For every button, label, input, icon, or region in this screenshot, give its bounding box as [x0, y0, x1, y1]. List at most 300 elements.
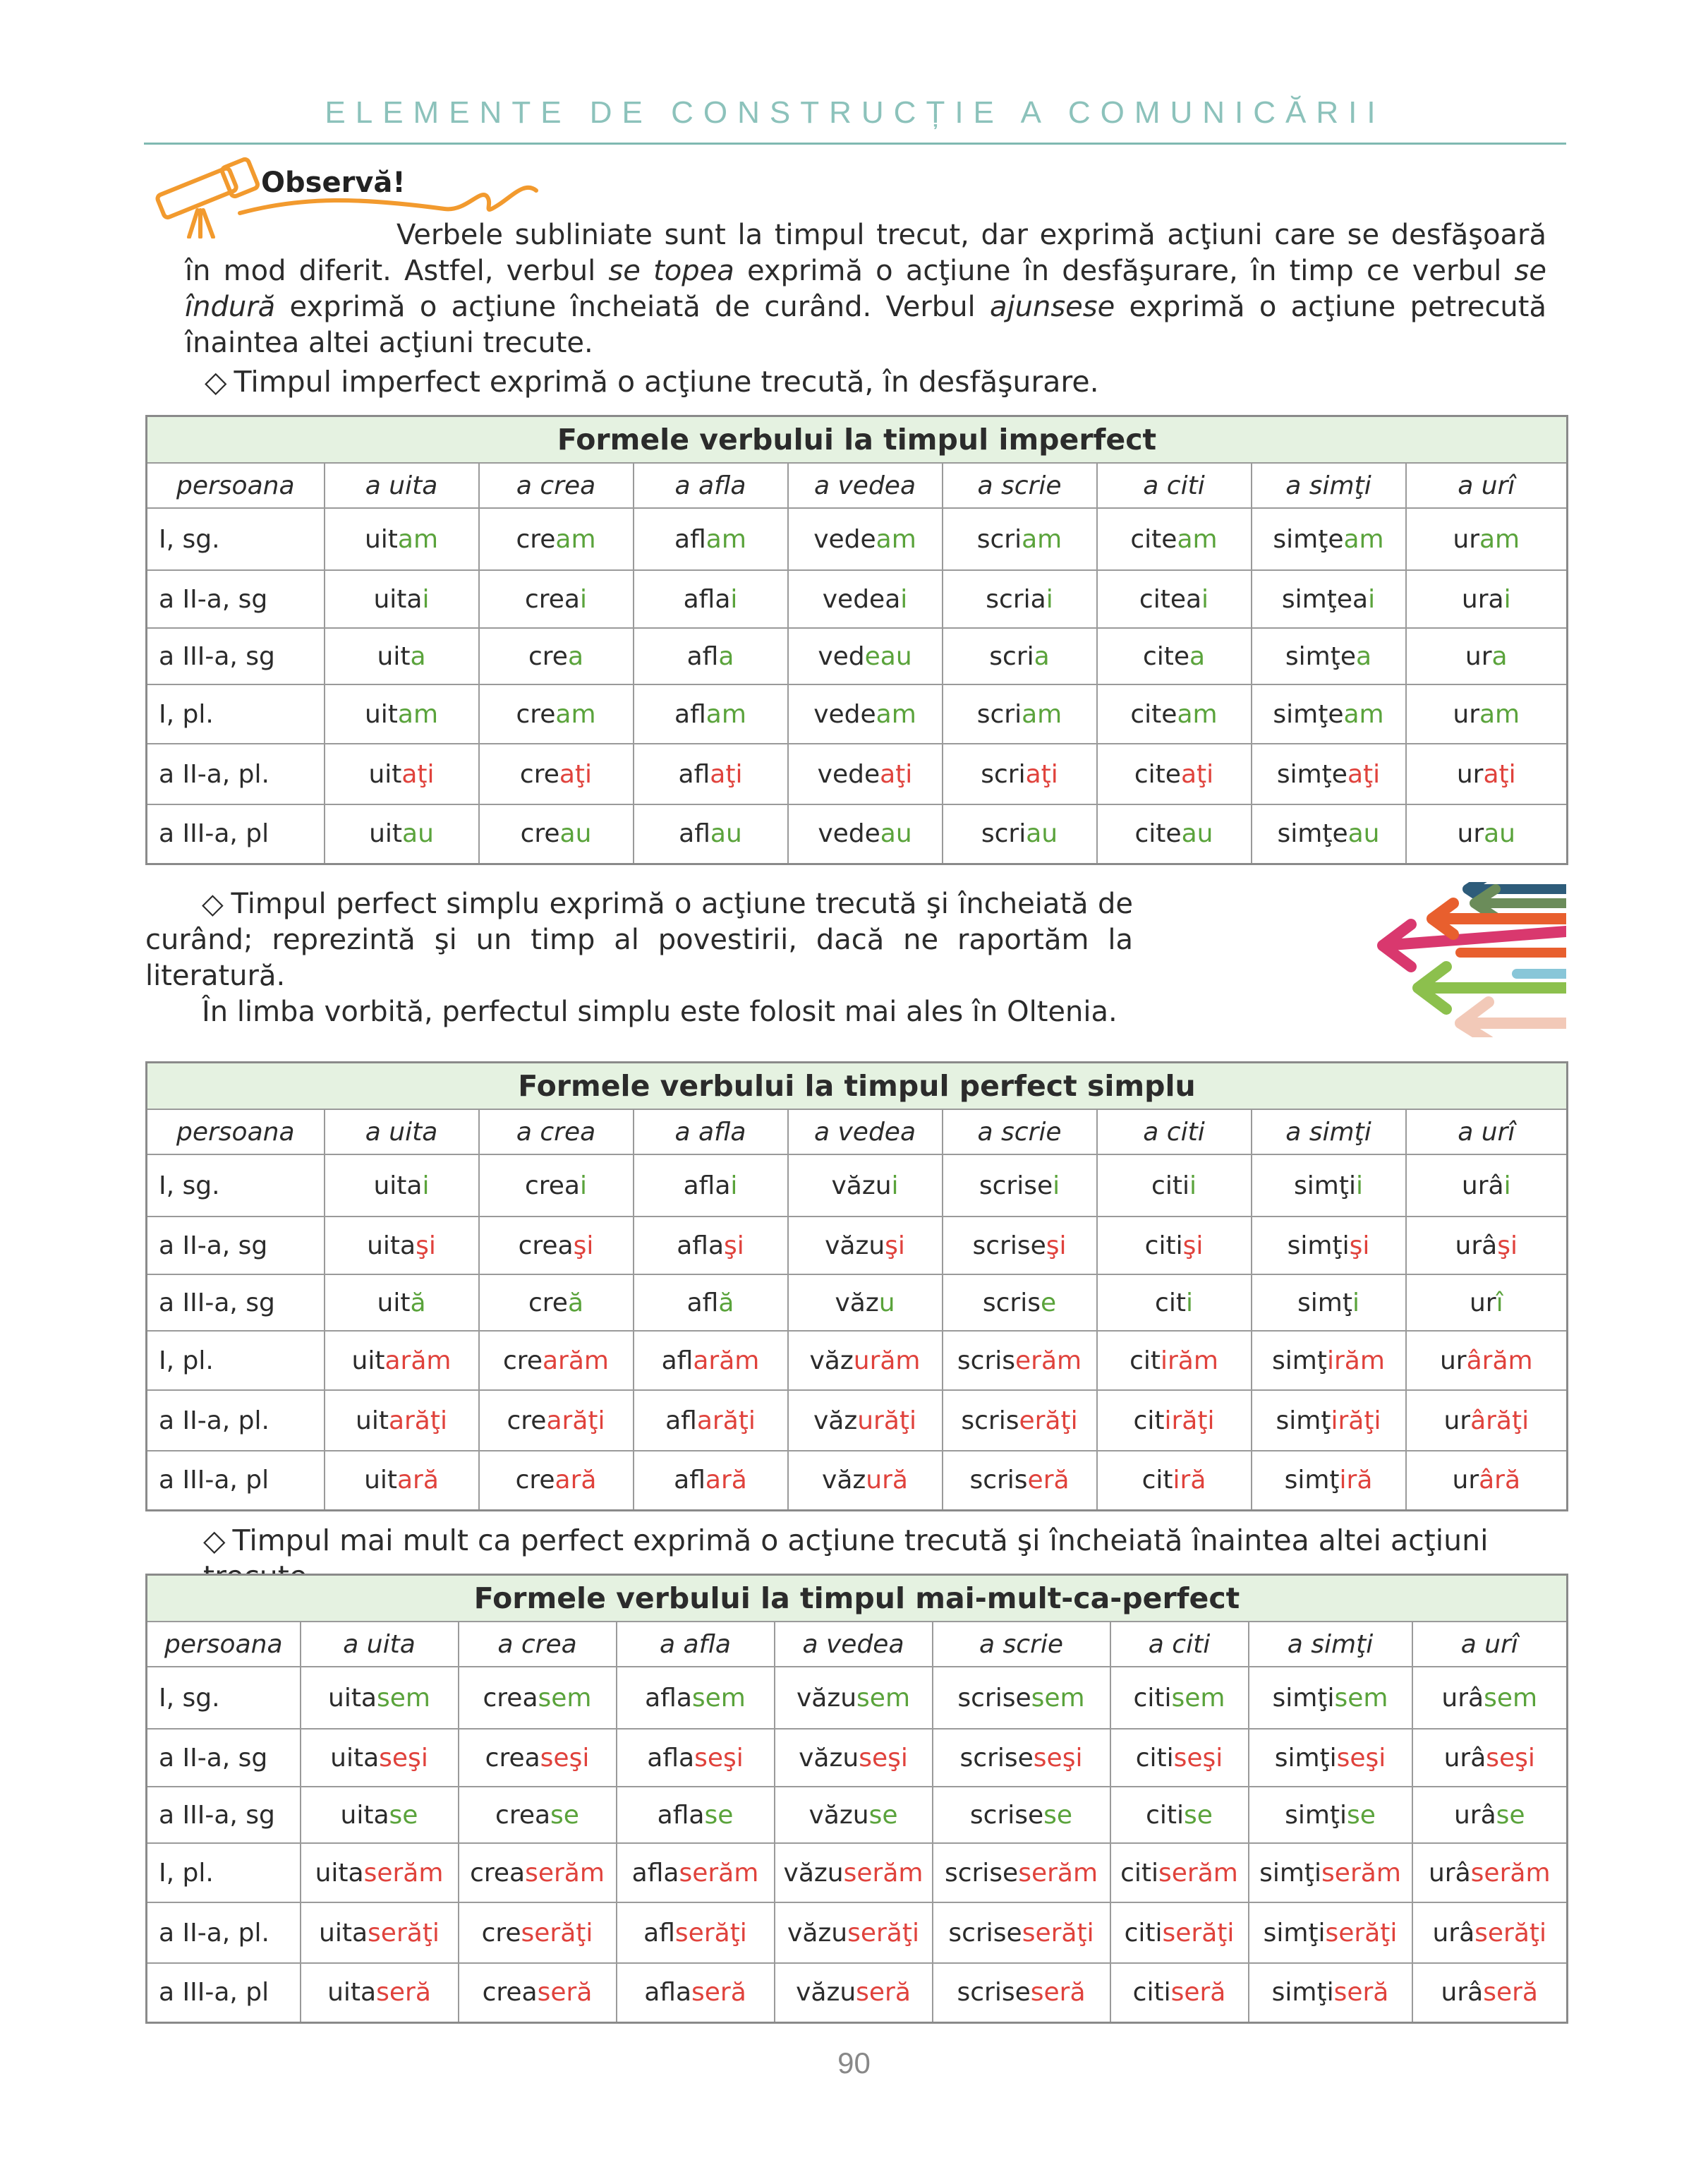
- verb-ending: seşi: [540, 1743, 590, 1773]
- verb-form-cell: [1412, 1787, 1568, 1843]
- verb-stem: afla: [683, 584, 731, 614]
- verb-form-cell: [1249, 1843, 1412, 1902]
- verb-ending: au: [710, 819, 742, 849]
- verb-form-cell: [788, 1217, 943, 1274]
- column-header-verb: a vedea: [788, 1109, 943, 1154]
- page-header: [144, 90, 1566, 145]
- verb-stem: simţe: [1273, 524, 1344, 554]
- verb-form-cell: [788, 1451, 943, 1510]
- verb-stem: crea: [470, 1858, 526, 1888]
- verb-stem: uit: [369, 819, 403, 849]
- verb-ending: aţi: [1483, 759, 1516, 789]
- verb-stem: simţ: [1276, 1406, 1331, 1435]
- verb-stem: afla: [631, 1858, 679, 1888]
- verb-form-cell: [325, 684, 479, 744]
- verb-ending: ară: [555, 1466, 597, 1495]
- verb-stem: cit: [1141, 1466, 1173, 1495]
- verb-ending: şi: [416, 1231, 436, 1260]
- verb-form-cell: [617, 1787, 775, 1843]
- verb-form-cell: [943, 804, 1097, 864]
- verb-ending: am: [1479, 524, 1520, 554]
- verb-form-cell: [325, 744, 479, 804]
- verb-ending: şi: [885, 1231, 905, 1260]
- verb-form-cell: [943, 1331, 1097, 1390]
- verb-ending: seşi: [379, 1743, 428, 1773]
- verb-ending: i: [1503, 584, 1511, 614]
- table-row: [147, 1963, 1568, 2022]
- observe-title: Observă!: [261, 167, 406, 199]
- verb-stem: citi: [1146, 1800, 1184, 1830]
- verb-ending: sem: [377, 1683, 430, 1713]
- verb-form-cell: [479, 570, 634, 628]
- verb-ending: aţi: [401, 759, 435, 789]
- verb-form-cell: [634, 1390, 788, 1451]
- verb-stem: uit: [364, 699, 398, 729]
- mmcp-bullet-text: Timpul mai mult ca perfect exprimă o acţiune trecută şi încheiată înaintea altei acţiuni: [232, 1523, 1489, 1557]
- diamond-bullet-icon: ◇: [202, 888, 224, 920]
- intro-text-2: exprimă o acţiune în desfăşurare, în timp ce verbul: [734, 255, 1515, 287]
- verb-form-cell: [634, 744, 788, 804]
- verb-ending: u: [878, 1288, 895, 1317]
- verb-form-cell: [943, 684, 1097, 744]
- verb-stem: afl: [661, 1346, 694, 1375]
- verb-form-cell: [325, 570, 479, 628]
- diamond-bullet-icon: ◇: [205, 365, 227, 399]
- verb-stem: afl: [679, 819, 710, 849]
- verb-ending: am: [397, 524, 439, 554]
- verb-ending: sem: [1031, 1683, 1085, 1713]
- verb-ending: am: [876, 524, 916, 554]
- verb-stem: crea: [524, 1171, 580, 1200]
- intro-text-3: exprimă o acţiune încheiată de curând. Verbul: [275, 291, 990, 323]
- table-row: [147, 1154, 1568, 1217]
- verb-ending: aţi: [559, 759, 593, 789]
- verb-ending: i: [730, 1171, 738, 1200]
- table-row: [147, 1729, 1568, 1787]
- verb-form-cell: [479, 684, 634, 744]
- verb-stem: ur: [1453, 524, 1479, 554]
- verb-stem: uita: [319, 1918, 368, 1948]
- verb-stem: vede: [813, 699, 876, 729]
- verb-ending: serăm: [679, 1858, 759, 1888]
- verb-ending: se: [1347, 1800, 1376, 1830]
- verb-form-cell: [788, 1274, 943, 1331]
- table-row: [147, 804, 1568, 864]
- column-header-verb: a crea: [479, 463, 634, 508]
- verb-ending: serăţi: [368, 1918, 440, 1948]
- verb-example-3: ajunsese: [989, 291, 1115, 323]
- verb-stem: citea: [1139, 584, 1202, 614]
- verb-stem: uita: [330, 1743, 380, 1773]
- verb-ending: i: [1201, 584, 1209, 614]
- column-header-verb: a uita: [325, 463, 479, 508]
- verb-stem: ur: [1465, 641, 1492, 671]
- verb-form-cell: [634, 570, 788, 628]
- verb-form-cell: [325, 804, 479, 864]
- verb-form-cell: [1252, 1154, 1406, 1217]
- verb-ending: serăţi: [521, 1918, 593, 1948]
- verb-form-cell: [1252, 804, 1406, 864]
- verb-example-2: se îndură: [185, 255, 1546, 323]
- verb-form-cell: [1412, 1902, 1568, 1963]
- verb-form-cell: [479, 804, 634, 864]
- verb-ending: sem: [1334, 1683, 1388, 1713]
- person-cell: a III-a, sg: [147, 628, 325, 684]
- verb-ending: irăm: [1327, 1346, 1385, 1375]
- table-row: [147, 744, 1568, 804]
- verb-form-cell: [459, 1667, 617, 1729]
- verb-ending: ă: [410, 1288, 426, 1317]
- verb-ending: serăţi: [1325, 1918, 1398, 1948]
- verb-ending: eră: [1027, 1466, 1070, 1495]
- person-cell: a III-a, sg: [147, 1274, 325, 1331]
- verb-form-cell: [788, 1390, 943, 1451]
- verb-form-cell: [788, 804, 943, 864]
- perfect-note: În limba vorbită, perfectul simplu este folosit mai ales în Oltenia.: [202, 996, 1118, 1028]
- verb-stem: simţi: [1285, 1800, 1347, 1830]
- verb-stem: uita: [328, 1683, 377, 1713]
- verb-form-cell: [479, 1217, 634, 1274]
- verb-stem: scris: [982, 1288, 1041, 1317]
- verb-stem: ur: [1457, 819, 1484, 849]
- verb-ending: arăm: [384, 1346, 452, 1375]
- table-row: [147, 1331, 1568, 1390]
- verb-stem: ur: [1469, 1288, 1496, 1317]
- verb-ending: i: [730, 584, 738, 614]
- verb-stem: citi: [1120, 1858, 1159, 1888]
- verb-ending: se: [1043, 1800, 1073, 1830]
- person-cell: a II-a, pl.: [147, 744, 325, 804]
- verb-stem: afla: [677, 1231, 725, 1260]
- verb-form-cell: [1110, 1787, 1249, 1843]
- verb-stem: simţi: [1259, 1858, 1322, 1888]
- verb-stem: văz: [813, 1406, 858, 1435]
- verb-form-cell: [459, 1729, 617, 1787]
- verb-stem: uit: [364, 1466, 397, 1495]
- verb-stem: simţe: [1273, 699, 1344, 729]
- column-header-verb: a simţi: [1252, 1109, 1406, 1154]
- column-header-verb: a scrie: [933, 1622, 1110, 1667]
- verb-stem: scri: [976, 524, 1022, 554]
- verb-form-cell: [788, 508, 943, 570]
- verb-form-cell: [788, 570, 943, 628]
- verb-ending: am: [876, 699, 916, 729]
- verb-ending: se: [868, 1800, 898, 1830]
- verb-stem: afl: [686, 1288, 719, 1317]
- verb-form-cell: [1097, 1451, 1252, 1510]
- verb-ending: iră: [1173, 1466, 1206, 1495]
- person-cell: I, sg.: [147, 1667, 301, 1729]
- verb-ending: au: [402, 819, 434, 849]
- verb-ending: am: [1177, 699, 1218, 729]
- verb-stem: cite: [1130, 699, 1177, 729]
- verb-stem: uita: [373, 1171, 423, 1200]
- verb-form-cell: [943, 1154, 1097, 1217]
- verb-form-cell: [1249, 1729, 1412, 1787]
- verb-form-cell: [301, 1902, 459, 1963]
- verb-stem: văz: [835, 1288, 879, 1317]
- verb-ending: seră: [1483, 1978, 1538, 2008]
- verb-stem: afl: [678, 759, 710, 789]
- verb-ending: sem: [1484, 1683, 1538, 1713]
- verb-ending: şi: [724, 1231, 744, 1260]
- verb-stem: cre: [481, 1918, 521, 1948]
- verb-form-cell: [325, 1217, 479, 1274]
- verb-stem: văz: [822, 1466, 866, 1495]
- verb-form-cell: [1097, 628, 1252, 684]
- verb-stem: afla: [647, 1743, 695, 1773]
- verb-ending: am: [1343, 524, 1384, 554]
- person-cell: I, sg.: [147, 1154, 325, 1217]
- verb-ending: serăm: [1470, 1858, 1551, 1888]
- verb-ending: ură: [866, 1466, 908, 1495]
- verb-stem: cite: [1134, 819, 1182, 849]
- verb-ending: am: [1177, 524, 1218, 554]
- intro-paragraph: [185, 217, 1546, 400]
- verb-ending: şi: [1497, 1231, 1518, 1260]
- verb-stem: simţi: [1294, 1171, 1356, 1200]
- diamond-bullet-icon: ◇: [203, 1523, 226, 1557]
- verb-form-cell: [325, 508, 479, 570]
- verb-ending: a: [1491, 641, 1508, 671]
- table-header-row: [147, 463, 1568, 508]
- verb-form-cell: [1110, 1963, 1249, 2022]
- table-row: [147, 570, 1568, 628]
- verb-ending: seră: [537, 1978, 593, 2008]
- column-header-verb: a scrie: [943, 1109, 1097, 1154]
- verb-form-cell: [479, 1274, 634, 1331]
- verb-form-cell: [301, 1843, 459, 1902]
- verb-ending: ă: [567, 1288, 583, 1317]
- person-cell: I, pl.: [147, 1843, 301, 1902]
- person-cell: I, sg.: [147, 508, 325, 570]
- verb-ending: ară: [705, 1466, 747, 1495]
- person-cell: I, pl.: [147, 684, 325, 744]
- verb-stem: simţe: [1277, 819, 1348, 849]
- verb-form-cell: [479, 628, 634, 684]
- verb-form-cell: [933, 1787, 1110, 1843]
- verb-form-cell: [459, 1963, 617, 2022]
- verb-stem: scris: [969, 1466, 1028, 1495]
- verb-stem: cre: [503, 1346, 543, 1375]
- column-header-verb: a citi: [1097, 1109, 1252, 1154]
- verb-ending: erăţi: [1019, 1406, 1078, 1435]
- verb-stem: urâ: [1441, 1683, 1484, 1713]
- verb-ending: urăm: [853, 1346, 921, 1375]
- verb-form-cell: [1406, 508, 1568, 570]
- verb-ending: i: [1185, 1288, 1193, 1317]
- verb-form-cell: [1412, 1729, 1568, 1787]
- column-header-verb: a afla: [634, 1109, 788, 1154]
- verb-stem: vede: [813, 524, 876, 554]
- verb-form-cell: [933, 1843, 1110, 1902]
- verb-stem: uit: [364, 524, 398, 554]
- verb-form-cell: [1110, 1843, 1249, 1902]
- verb-form-cell: [634, 1154, 788, 1217]
- column-header-verb: a simţi: [1252, 463, 1406, 508]
- verb-ending: i: [422, 584, 430, 614]
- verb-form-cell: [634, 684, 788, 744]
- verb-stem: scrise: [979, 1171, 1053, 1200]
- verb-ending: au: [1484, 819, 1516, 849]
- verb-form-cell: [775, 1843, 933, 1902]
- verb-stem: cre: [516, 699, 556, 729]
- verb-stem: simţi: [1287, 1231, 1350, 1260]
- verb-ending: serăţi: [674, 1918, 747, 1948]
- verb-stem: urâ: [1441, 1978, 1484, 2008]
- verb-ending: şi: [573, 1231, 594, 1260]
- verb-form-cell: [943, 508, 1097, 570]
- verb-stem: văzu: [831, 1171, 892, 1200]
- verb-form-cell: [1406, 1390, 1568, 1451]
- verb-ending: au: [1347, 819, 1380, 849]
- verb-stem: ved: [818, 641, 865, 671]
- verb-form-cell: [459, 1843, 617, 1902]
- verb-form-cell: [943, 1390, 1097, 1451]
- verb-form-cell: [1412, 1667, 1568, 1729]
- verb-ending: ă: [718, 1288, 734, 1317]
- verb-ending: şi: [1046, 1231, 1067, 1260]
- column-header-person: persoana: [147, 1109, 325, 1154]
- verb-ending: i: [1189, 1171, 1197, 1200]
- column-header-verb: a crea: [459, 1622, 617, 1667]
- verb-ending: au: [559, 819, 592, 849]
- verb-ending: serăm: [1321, 1858, 1401, 1888]
- verb-ending: seşi: [1486, 1743, 1535, 1773]
- verb-ending: arăţi: [546, 1406, 605, 1435]
- verb-ending: aţi: [1180, 759, 1214, 789]
- verb-ending: seşi: [694, 1743, 744, 1773]
- verb-form-cell: [479, 1390, 634, 1451]
- verb-stem: simţi: [1274, 1743, 1337, 1773]
- verb-form-cell: [301, 1963, 459, 2022]
- verb-stem: afl: [665, 1406, 697, 1435]
- column-header-verb: a simţi: [1249, 1622, 1412, 1667]
- verb-ending: am: [705, 524, 746, 554]
- verb-ending: sem: [538, 1683, 592, 1713]
- verb-form-cell: [943, 628, 1097, 684]
- person-cell: a III-a, pl: [147, 1451, 325, 1510]
- verb-ending: serăm: [843, 1858, 923, 1888]
- verb-ending: şi: [1349, 1231, 1370, 1260]
- verb-ending: am: [1022, 699, 1062, 729]
- verb-stem: scri: [976, 699, 1022, 729]
- verb-stem: văzu: [787, 1918, 848, 1948]
- verb-form-cell: [634, 628, 788, 684]
- verb-stem: crea: [495, 1800, 551, 1830]
- verb-ending: seră: [1170, 1978, 1226, 2008]
- verb-stem: scri: [981, 819, 1026, 849]
- verb-stem: ur: [1439, 1346, 1467, 1375]
- verb-stem: văzu: [799, 1743, 859, 1773]
- verb-stem: afla: [644, 1978, 692, 2008]
- verb-form-cell: [479, 508, 634, 570]
- verb-stem: simţi: [1272, 1683, 1335, 1713]
- verb-example-1: se topea: [608, 255, 734, 287]
- verb-form-cell: [617, 1843, 775, 1902]
- verb-stem: uit: [356, 1406, 389, 1435]
- verb-stem: urâ: [1443, 1743, 1486, 1773]
- table-row: [147, 1667, 1568, 1729]
- verb-form-cell: [788, 1154, 943, 1217]
- verb-stem: urâ: [1461, 1171, 1504, 1200]
- verb-stem: afl: [674, 1466, 705, 1495]
- verb-stem: scri: [981, 759, 1026, 789]
- verb-form-cell: [1097, 1390, 1252, 1451]
- verb-form-cell: [933, 1902, 1110, 1963]
- verb-form-cell: [1097, 570, 1252, 628]
- perfect-bullet-text: Timpul perfect simplu exprimă o acţiune trecută şi încheiată de curând; reprezintă şi un timp al povestirii, dacă ne raportăm la literatură.: [145, 888, 1134, 992]
- verb-form-cell: [933, 1667, 1110, 1729]
- verb-stem: ura: [1461, 584, 1504, 614]
- verb-form-cell: [1406, 684, 1568, 744]
- verb-form-cell: [479, 744, 634, 804]
- verb-form-cell: [1252, 684, 1406, 744]
- verb-stem: crea: [483, 1683, 538, 1713]
- verb-form-cell: [617, 1667, 775, 1729]
- verb-ending: ârăţi: [1470, 1406, 1530, 1435]
- table-row: [147, 1787, 1568, 1843]
- verb-ending: i: [422, 1171, 430, 1200]
- chapter-title: ELEMENTE DE CONSTRUCȚIE A COMUNICĂRII: [325, 95, 1386, 130]
- verb-ending: se: [1496, 1800, 1525, 1830]
- verb-ending: i: [1352, 1288, 1359, 1317]
- verb-stem: uit: [351, 1346, 385, 1375]
- person-cell: a II-a, sg: [147, 1217, 325, 1274]
- verb-ending: seşi: [1033, 1743, 1083, 1773]
- verb-form-cell: [459, 1787, 617, 1843]
- verb-stem: crea: [518, 1231, 574, 1260]
- verb-form-cell: [1406, 744, 1568, 804]
- verb-ending: se: [1184, 1800, 1213, 1830]
- verb-form-cell: [1097, 508, 1252, 570]
- verb-stem: simţ: [1272, 1346, 1327, 1375]
- verb-form-cell: [634, 1274, 788, 1331]
- verb-ending: aţi: [710, 759, 743, 789]
- verb-ending: i: [1355, 1171, 1363, 1200]
- verb-stem: cite: [1142, 641, 1189, 671]
- verb-form-cell: [1412, 1843, 1568, 1902]
- verb-stem: urâ: [1453, 1800, 1496, 1830]
- verb-stem: crea: [482, 1978, 538, 2008]
- table-row: [147, 1217, 1568, 1274]
- verb-ending: a: [410, 641, 426, 671]
- column-header-verb: a urî: [1406, 1109, 1568, 1154]
- column-header-verb: a vedea: [775, 1622, 933, 1667]
- verb-ending: aţi: [1025, 759, 1058, 789]
- verb-form-cell: [788, 684, 943, 744]
- verb-form-cell: [1406, 1154, 1568, 1217]
- verb-ending: irăţi: [1331, 1406, 1381, 1435]
- imperfect-bullet-text: Timpul imperfect exprimă o acţiune trecută, în desfăşurare.: [234, 365, 1099, 399]
- verb-form-cell: [943, 1274, 1097, 1331]
- arrows-decoration-icon: [1355, 882, 1566, 1037]
- column-header-verb: a afla: [617, 1622, 775, 1667]
- verb-stem: scrise: [957, 1978, 1031, 2008]
- table-row: [147, 1902, 1568, 1963]
- verb-form-cell: [1252, 1217, 1406, 1274]
- verb-form-cell: [775, 1667, 933, 1729]
- verb-form-cell: [1110, 1729, 1249, 1787]
- verb-ending: ârăm: [1466, 1346, 1533, 1375]
- verb-ending: a: [1034, 641, 1050, 671]
- verb-form-cell: [1406, 628, 1568, 684]
- verb-stem: cit: [1129, 1346, 1161, 1375]
- verb-stem: cit: [1133, 1406, 1165, 1435]
- verb-stem: cre: [507, 1406, 547, 1435]
- verb-form-cell: [1412, 1963, 1568, 2022]
- verb-ending: seşi: [1173, 1743, 1223, 1773]
